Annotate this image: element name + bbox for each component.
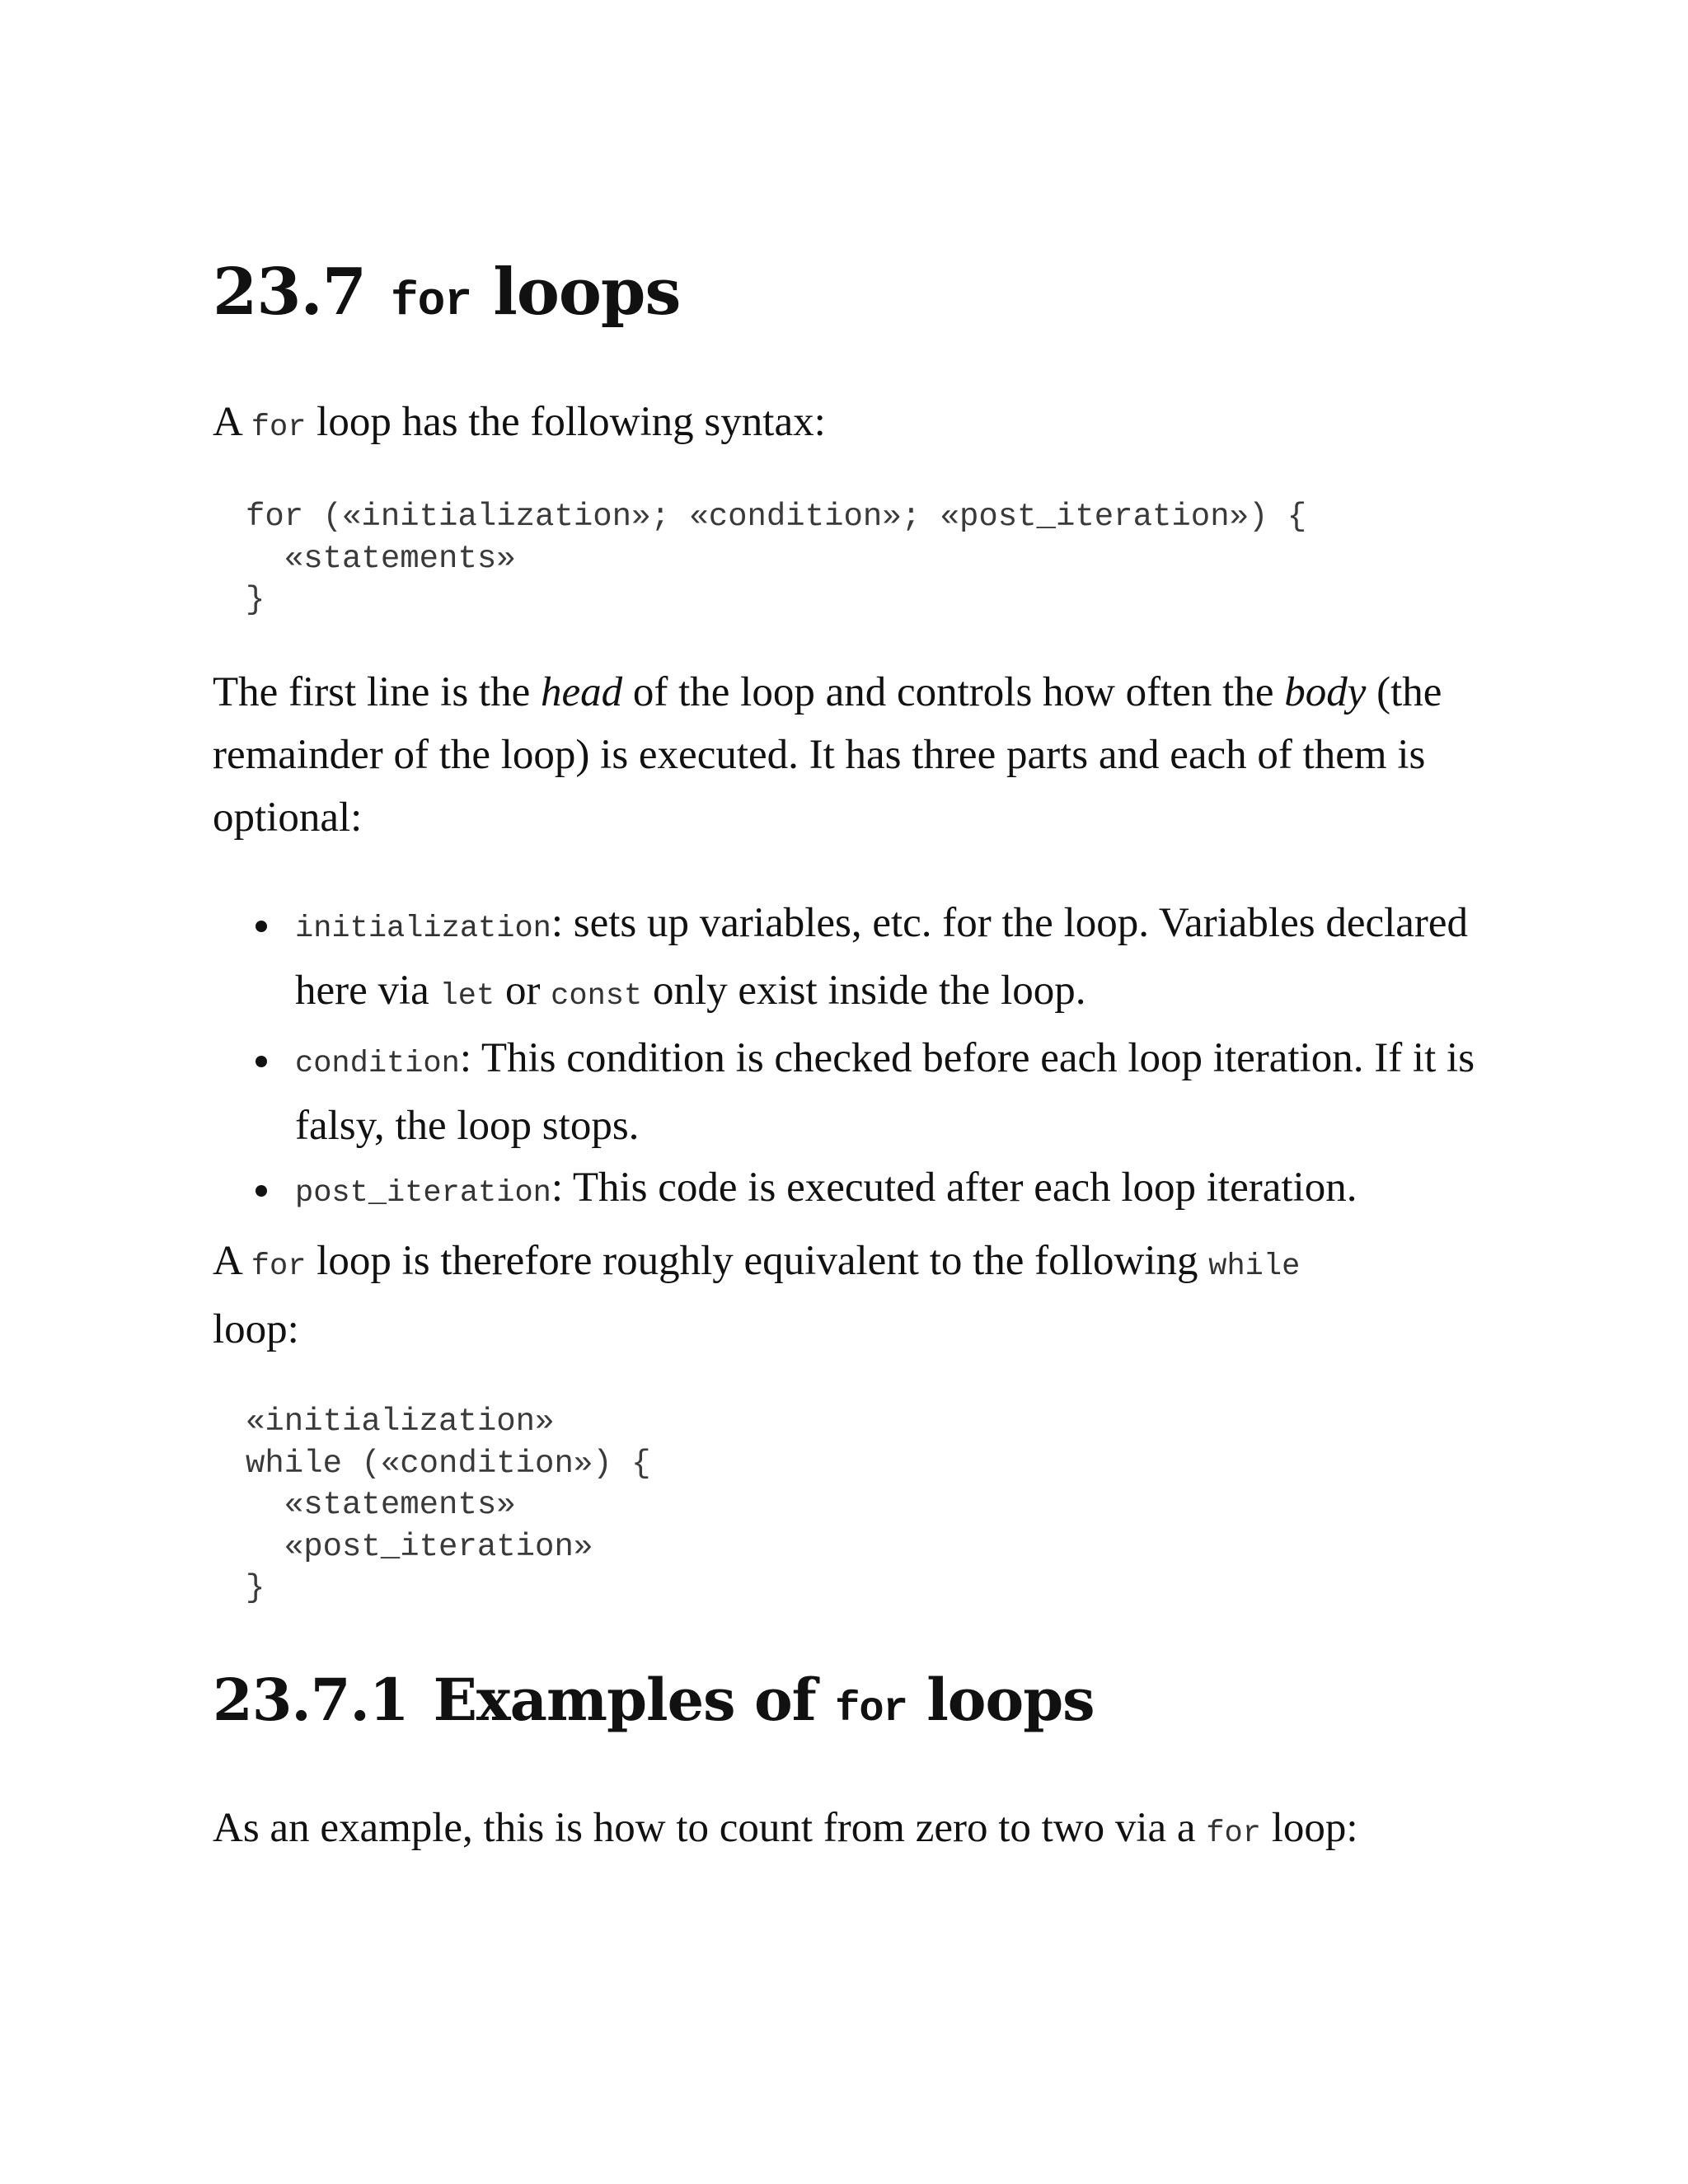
inline-code-post-iteration: post_iteration xyxy=(295,1176,551,1211)
emphasis-body: body xyxy=(1284,669,1367,715)
list-item-initialization xyxy=(295,893,1531,1028)
code-line: «post_iteration» xyxy=(246,1528,593,1565)
emphasis-head: head xyxy=(541,669,623,715)
inline-code-for: for xyxy=(251,1249,307,1284)
paragraph-text: The first line is the xyxy=(213,669,531,715)
inline-code-condition: condition xyxy=(295,1047,460,1081)
code-line: «statements» xyxy=(246,540,516,577)
list-item-text: : sets up variables, etc. for the loop. Variables declared here via xyxy=(295,900,1469,1014)
paragraph-text: A xyxy=(213,1238,241,1284)
code-line: } xyxy=(246,1570,265,1606)
code-block-while-equivalent xyxy=(246,1401,650,1610)
list-item-condition xyxy=(295,1028,1531,1157)
code-block-for-syntax xyxy=(246,496,1306,621)
list-item-post-iteration xyxy=(295,1157,1531,1225)
inline-code-initialization: initialization xyxy=(295,912,551,946)
paragraph-text: (the remainder of the loop) is executed. It has three parts and each of them is optional: xyxy=(213,669,1442,841)
head-body-paragraph xyxy=(213,661,1482,849)
subsection-heading-examples xyxy=(213,1663,1095,1747)
code-line: for («initialization»; «condition»; «post_iteration») { xyxy=(246,499,1307,535)
heading-text: loops xyxy=(493,255,681,330)
subsection-number: 23.7.1 xyxy=(213,1666,409,1734)
section-number: 23.7 xyxy=(213,255,366,330)
section-heading-for-loops xyxy=(213,251,680,343)
inline-code-const: const xyxy=(551,979,643,1014)
list-item-text: or xyxy=(504,968,541,1014)
intro-text-pre: A xyxy=(213,399,241,445)
paragraph-text: loop is therefore roughly equivalent to the following xyxy=(316,1238,1198,1284)
heading-text-pre: Examples of xyxy=(433,1666,816,1734)
code-line: «initialization» xyxy=(246,1404,555,1440)
heading-code-for: for xyxy=(390,275,472,328)
code-line: while («condition») { xyxy=(246,1445,651,1482)
code-line: } xyxy=(246,582,265,618)
paragraph-text: loop: xyxy=(1271,1805,1358,1851)
intro-text-post: loop has the following syntax: xyxy=(316,399,826,445)
inline-code-let: let xyxy=(439,979,495,1014)
inline-code-for: for xyxy=(1206,1816,1261,1851)
bullet-icon xyxy=(256,921,267,932)
paragraph-text: loop: xyxy=(213,1306,299,1352)
loop-parts-list xyxy=(213,893,1531,1225)
list-item-text: only exist inside the loop. xyxy=(652,968,1086,1014)
heading-text-post: loops xyxy=(926,1666,1095,1734)
paragraph-text: of the loop and controls how often the xyxy=(632,669,1274,715)
equivalence-paragraph xyxy=(213,1230,1482,1361)
bullet-icon xyxy=(256,1185,267,1197)
list-item-text: : This condition is checked before each loop iteration. If it is falsy, the loop stops. xyxy=(295,1035,1475,1149)
intro-paragraph xyxy=(213,391,1482,459)
inline-code-for: for xyxy=(251,410,307,445)
paragraph-text: As an example, this is how to count from zero to two via a xyxy=(213,1805,1196,1851)
code-line: «statements» xyxy=(246,1487,516,1523)
heading-code-for: for xyxy=(835,1686,907,1733)
list-item-text: : This code is executed after each loop iteration. xyxy=(551,1165,1357,1211)
bullet-icon xyxy=(256,1056,267,1067)
inline-code-while: while xyxy=(1208,1249,1301,1284)
example-paragraph xyxy=(213,1797,1482,1865)
